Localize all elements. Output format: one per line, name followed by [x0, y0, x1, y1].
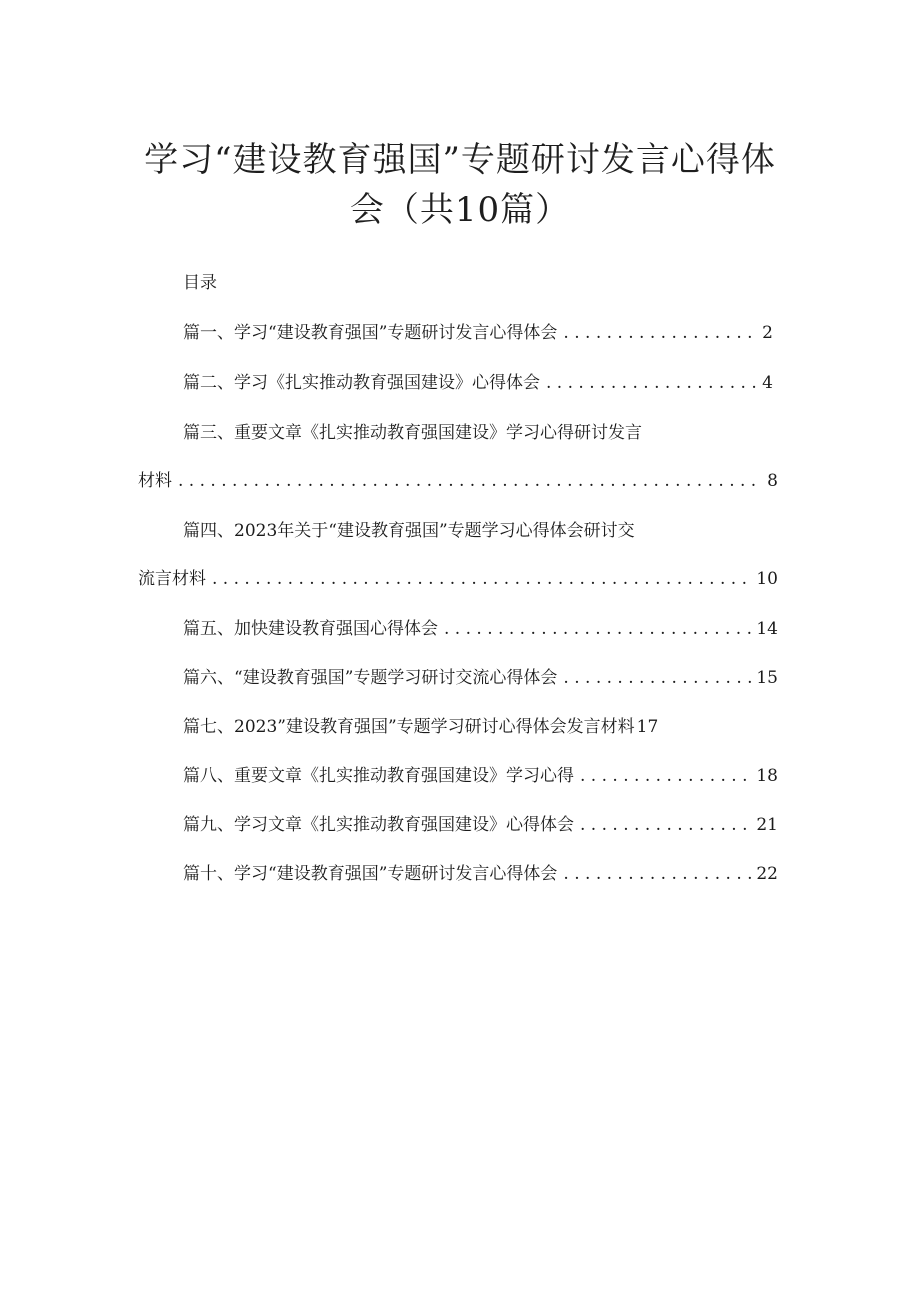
toc-entry-label: 篇七、2023”建设教育强国”专题学习研讨心得体会发言材料 — [183, 717, 635, 737]
toc-page-number: 4 — [762, 373, 773, 393]
toc-entry-1[interactable] — [183, 320, 773, 346]
dot-leader — [563, 665, 752, 691]
toc-page-number: 17 — [636, 717, 659, 737]
document-title-line2: 会（共10篇） — [349, 190, 571, 230]
toc-page-number: 14 — [756, 619, 778, 639]
toc-entry-3[interactable] — [138, 468, 778, 494]
toc-entry-label: 篇十、学习“建设教育强国”专题研讨发言心得体会 — [183, 864, 558, 884]
dot-leader — [563, 861, 752, 887]
toc-entry-7[interactable] — [183, 714, 778, 740]
dot-leader — [580, 812, 752, 838]
dot-leader — [546, 370, 758, 396]
toc-page-number: 8 — [767, 471, 778, 491]
dot-leader — [563, 320, 758, 346]
toc-entry-4[interactable] — [138, 566, 778, 592]
toc-page-number: 22 — [756, 864, 778, 884]
toc-entry-2[interactable] — [183, 370, 773, 396]
toc-page-number: 2 — [762, 323, 773, 343]
toc-entry-label: 材料 — [138, 471, 172, 491]
toc-page-number: 18 — [756, 766, 778, 786]
dot-leader — [212, 566, 752, 592]
toc-entry-label: 流言材料 — [138, 569, 206, 589]
toc-page-number: 15 — [756, 668, 778, 688]
dot-leader — [444, 616, 752, 642]
toc-entry-label: 篇一、学习“建设教育强国”专题研讨发言心得体会 — [183, 323, 558, 343]
toc-entry-label: 篇二、学习《扎实推动教育强国建设》心得体会 — [183, 373, 540, 393]
toc-entry-3-line1[interactable]: 篇三、重要文章《扎实推动教育强国建设》学习心得研讨发言 — [183, 423, 642, 443]
toc-entry-label: 篇五、加快建设教育强国心得体会 — [183, 619, 438, 639]
toc-entry-label: 篇九、学习文章《扎实推动教育强国建设》心得体会 — [183, 815, 574, 835]
toc-entry-5[interactable] — [183, 616, 778, 642]
document-title-line1: 学习“建设教育强国”专题研讨发言心得体 — [144, 140, 776, 180]
toc-heading: 目录 — [183, 273, 217, 293]
toc-page-number: 10 — [756, 569, 778, 589]
toc-entry-10[interactable] — [183, 861, 778, 887]
toc-entry-label: 篇八、重要文章《扎实推动教育强国建设》学习心得 — [183, 766, 574, 786]
toc-entry-8[interactable] — [183, 763, 778, 789]
toc-entry-9[interactable] — [183, 812, 778, 838]
toc-page-number: 21 — [756, 815, 778, 835]
toc-entry-4-line1[interactable]: 篇四、2023年关于“建设教育强国”专题学习心得体会研讨交 — [183, 521, 635, 541]
toc-entry-label: 篇六、“建设教育强国”专题学习研讨交流心得体会 — [183, 668, 558, 688]
dot-leader — [580, 763, 752, 789]
dot-leader — [178, 468, 763, 494]
toc-entry-6[interactable] — [183, 665, 778, 691]
